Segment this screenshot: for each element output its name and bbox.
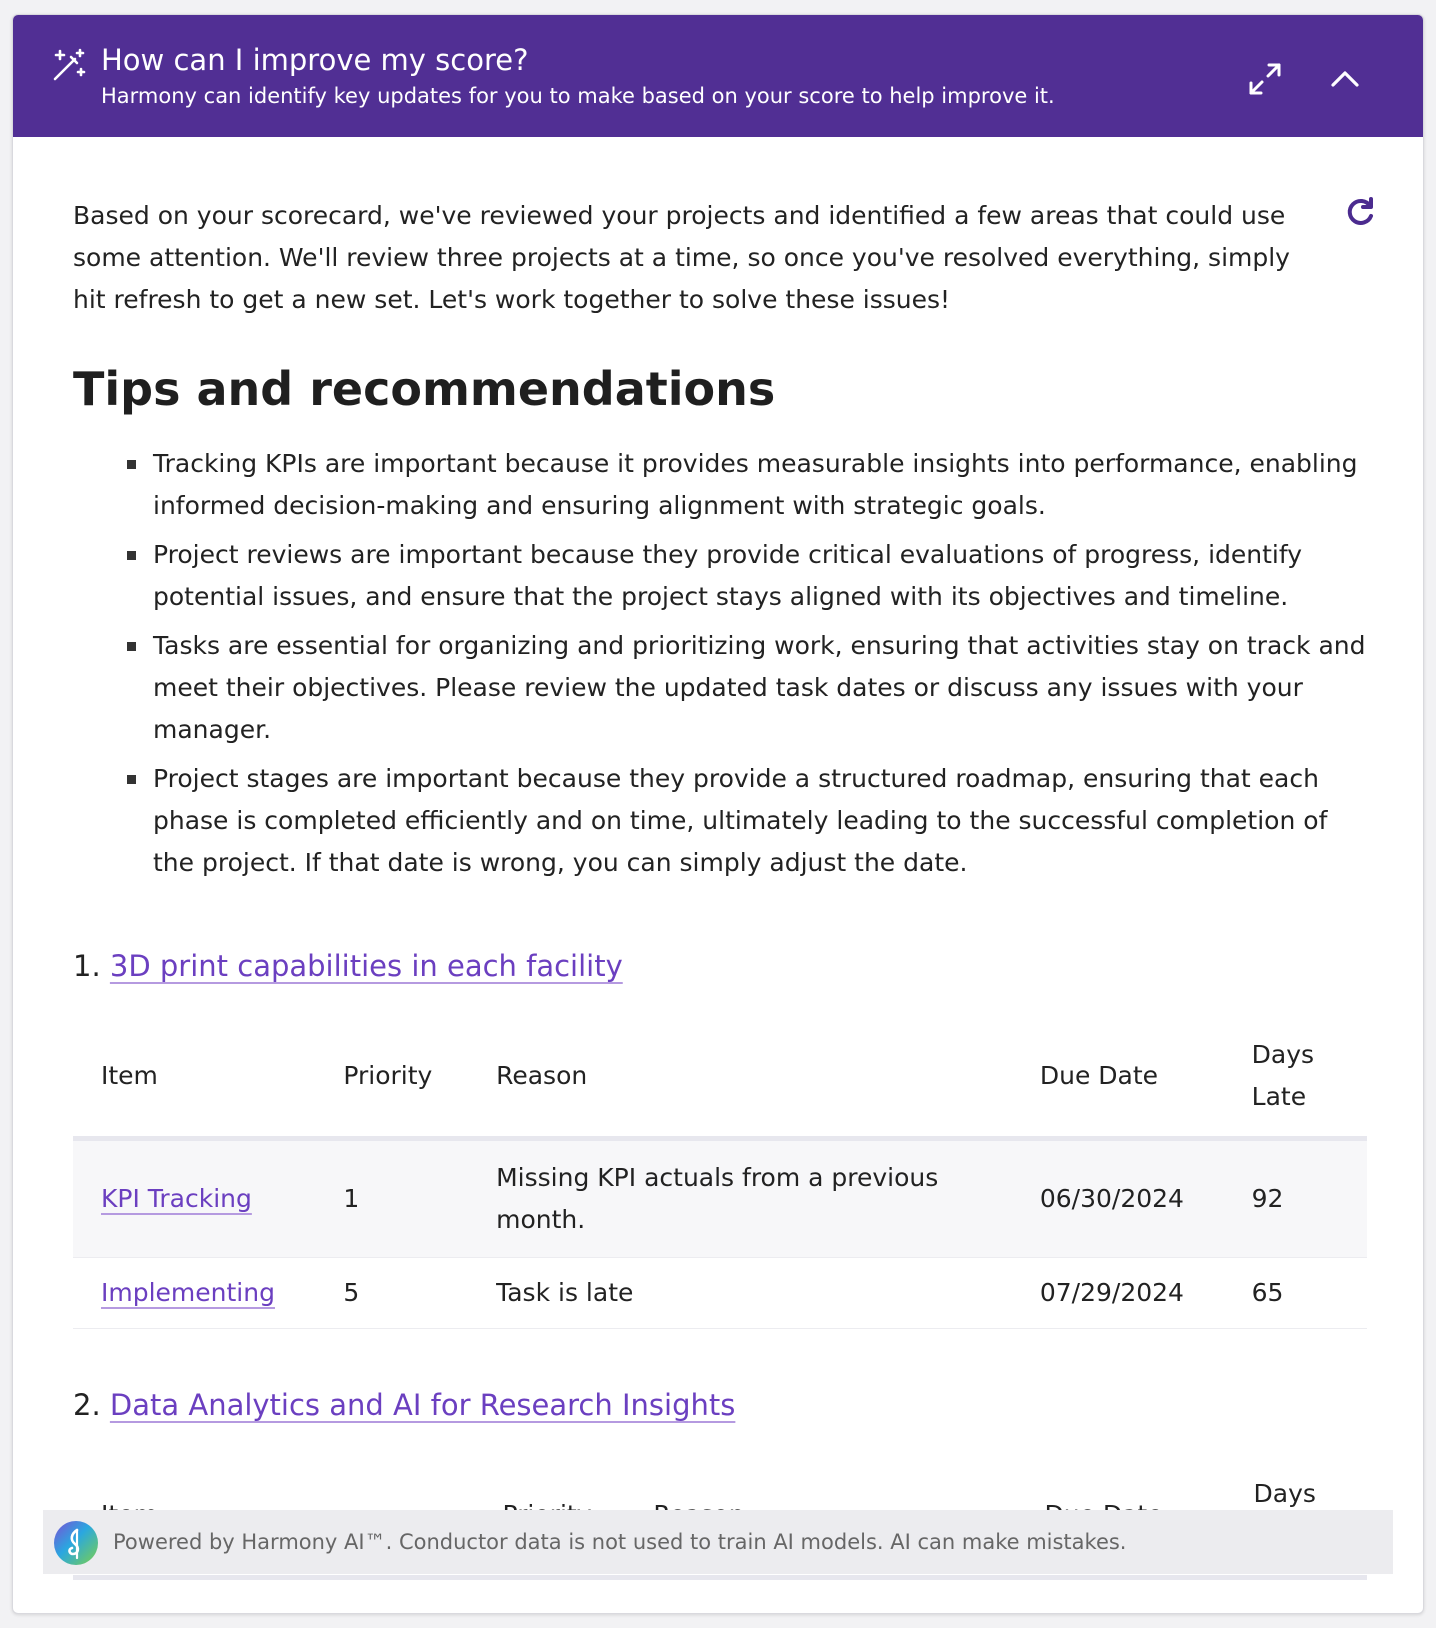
table-header-row xyxy=(73,1016,1367,1139)
priority-cell: 5 xyxy=(315,1258,468,1329)
panel-title: How can I improve my score? xyxy=(101,43,529,77)
expand-arrows-icon xyxy=(1243,86,1287,105)
due-date-cell: 07/29/2024 xyxy=(1012,1258,1224,1329)
days-late-cell: 65 xyxy=(1224,1258,1367,1329)
chevron-up-icon xyxy=(1323,86,1367,105)
collapse-button[interactable] xyxy=(1323,57,1367,101)
priority-cell: 1 xyxy=(315,1139,468,1258)
project-number: 2. xyxy=(73,1388,101,1422)
table-row xyxy=(73,1258,1367,1329)
project-1-table xyxy=(73,1016,1367,1329)
col-due-date: Due Date xyxy=(1012,1016,1224,1139)
item-link-implementing[interactable]: Implementing xyxy=(101,1278,275,1307)
reason-cell: Missing KPI actuals from a previous month. xyxy=(468,1139,1012,1258)
col-item: Item xyxy=(73,1016,315,1139)
col-reason: Reason xyxy=(468,1016,1012,1139)
panel-header xyxy=(13,15,1423,137)
project-heading-1 xyxy=(73,946,1373,986)
intro-text: Based on your scorecard, we've reviewed your projects and identified a few areas that could use some attention. We'll review three projects at a time, so once you've resolved everything, simply hit refresh to get a new set. Let's work together to solve these issues! xyxy=(73,201,1290,314)
project-number: 1. xyxy=(73,949,101,983)
reason-cell: Task is late xyxy=(468,1258,1012,1329)
tip-item: Tracking KPIs are important because it provides measurable insights into performance, enabling informed decision-making and ensuring alignment with strategic goals. xyxy=(153,443,1373,527)
expand-button[interactable] xyxy=(1243,57,1287,101)
harmony-logo-icon xyxy=(53,1520,99,1566)
project-link-data-analytics[interactable]: Data Analytics and AI for Research Insights xyxy=(109,1388,736,1422)
days-late-cell: 92 xyxy=(1224,1139,1367,1258)
col-priority: Priority xyxy=(315,1016,468,1139)
tips-heading: Tips and recommendations xyxy=(73,362,776,416)
tips-list xyxy=(73,443,1373,884)
tip-item: Project reviews are important because they provide critical evaluations of progress, identify potential issues, and ensure that the project stays aligned with its objectives and timeline. xyxy=(153,534,1373,618)
panel-content xyxy=(73,195,1373,1580)
table-row xyxy=(73,1139,1367,1258)
improve-score-panel xyxy=(12,14,1424,1614)
project-link-3d-print[interactable]: 3D print capabilities in each facility xyxy=(109,949,623,983)
panel-subtitle: Harmony can identify key updates for you to make based on your score to help improve it. xyxy=(101,84,1055,108)
col-days-late: Days Late xyxy=(1224,1016,1367,1139)
tip-item: Tasks are essential for organizing and prioritizing work, ensuring that activities stay on track and meet their objectives. Please review the updated task dates or discuss any issues with your manager. xyxy=(153,625,1373,751)
item-link-kpi-tracking[interactable]: KPI Tracking xyxy=(101,1184,252,1213)
ai-disclaimer-footer xyxy=(43,1510,1393,1574)
col-days-late: Days xyxy=(1226,1455,1367,1578)
magic-wand-icon xyxy=(51,47,87,83)
project-heading-2 xyxy=(73,1385,1373,1425)
due-date-cell: 06/30/2024 xyxy=(1012,1139,1224,1258)
tip-item: Project stages are important because they provide a structured roadmap, ensuring that each phase is completed efficiently and on time, ultimately leading to the successful completion of the project. If that date is wrong, you can simply adjust the date. xyxy=(153,758,1373,884)
disclaimer-text: Powered by Harmony AI™. Conductor data is not used to train AI models. AI can make mistakes. xyxy=(113,1530,1127,1554)
